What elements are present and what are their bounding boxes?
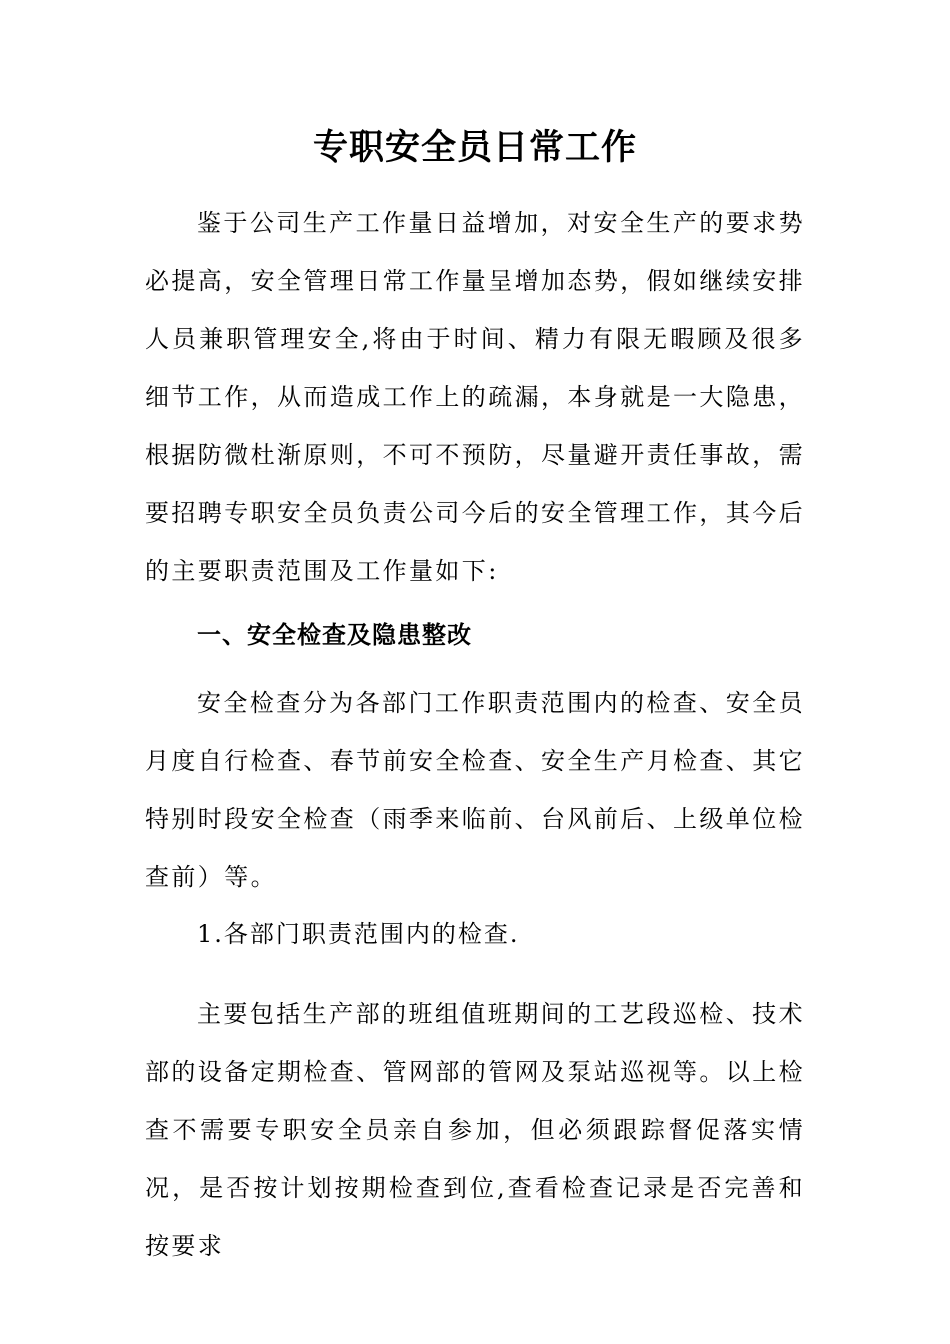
intro-paragraph: 鉴于公司生产工作量日益增加，对安全生产的要求势必提高，安全管理日常工作量呈增加态势，假如继续安排人员兼职管理安全,将由于时间、精力有限无暇顾及很多细节工作，从而造成工作上的疏漏，本身就是一大隐患，根据防微杜渐原则，不可不预防，尽量避开责任事故，需要招聘专职安全员负责公司今后的安全管理工作，其今后的主要职责范围及工作量如下: [145,209,805,585]
document-title: 专职安全员日常工作 [312,127,637,168]
subsection-heading-department-inspection: 1.各部门职责范围内的检查. [197,920,520,948]
section-heading-safety-inspection: 一、安全检查及隐患整改 [197,621,472,649]
department-inspection-paragraph: 主要包括生产部的班组值班期间的工艺段巡检、技术部的设备定期检查、管网部的管网及泵站巡视等。以上检查不需要专职安全员亲自参加，但必须跟踪督促落实情况，是否按计划按期检查到位,查看检查记录是否完善和按要求 [145,1000,805,1260]
inspection-types-paragraph: 安全检查分为各部门工作职责范围内的检查、安全员月度自行检查、春节前安全检查、安全生产月检查、其它特别时段安全检查（雨季来临前、台风前后、上级单位检查前）等。 [145,689,805,891]
